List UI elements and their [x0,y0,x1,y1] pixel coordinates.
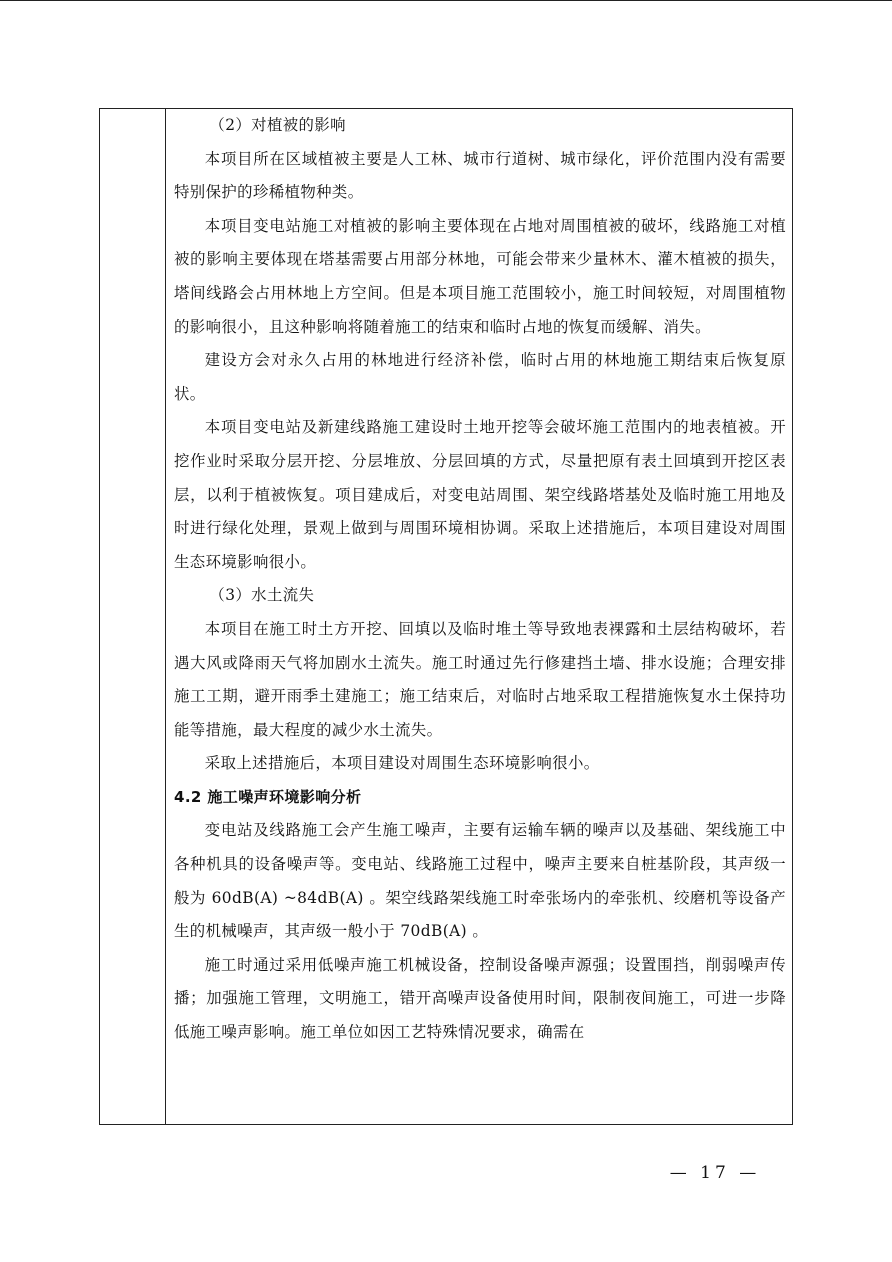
paragraph: 本项目变电站施工对植被的影响主要体现在占地对周围植被的破坏，线路施工对植被的影响主要体现在塔基需要占用部分林地，可能会带来少量林木、灌木植被的损失，塔间线路会占用林地上方空间。但是本项目施工范围较小，施工时间较短，对周围植物的影响很小，且这种影响将随着施工的结束和临时占地的恢复而缓解、消失。 [174,216,786,336]
paragraph: 施工时通过采用低噪声施工机械设备，控制设备噪声源强；设置围挡，削弱噪声传播；加强施工管理，文明施工，错开高噪声设备使用时间，限制夜间施工，可进一步降低施工噪声影响。施工单位如因工艺特殊情况要求，确需在 [174,955,786,1042]
paragraph: 本项目所在区域植被主要是人工林、城市行道树、城市绿化，评价范围内没有需要特别保护的珍稀植物种类。 [174,149,786,202]
paragraph: 建设方会对永久占用的林地进行经济补偿，临时占用的林地施工期结束后恢复原状。 [174,351,786,403]
subsection-title: （2）对植被的影响 [209,116,346,134]
paragraph: 本项目在施工时土方开挖、回填以及临时堆土等导致地表裸露和土层结构破坏，若遇大风或降雨天气将加剧水土流失。施工时通过先行修建挡土墙、排水设施；合理安排施工工期，避开雨季土建施工；施工结束后，对临时占地采取工程措施恢复水土保持功能等措施，最大程度的减少水土流失。 [174,619,786,739]
left-column [100,109,166,1124]
page-number: — 17 — [669,1163,761,1183]
section-heading: 4.2 施工噪声环境影响分析 [174,787,362,806]
paragraph: 变电站及线路施工会产生施工噪声，主要有运输车辆的噪声以及基础、架线施工中各种机具的设备噪声等。变电站、线路施工过程中，噪声主要来自桩基阶段，其声级一般为 60dB(A) ~84dB(A) 。架空线路架线施工时牵张场内的牵张机、绞磨机等设备产生的机械噪声，其声级一般小于 70dB(A) 。 [174,821,786,941]
subsection-title: （3）水土流失 [209,586,315,605]
paragraph: 采取上述措施后，本项目建设对周围生态环境影响很小。 [204,754,600,773]
table-frame [99,108,793,1125]
paragraph: 本项目变电站及新建线路施工建设时土地开挖等会破坏施工范围内的地表植被。开挖作业时采取分层开挖、分层堆放、分层回填的方式，尽量把原有表土回填到开挖区表层，以利于植被恢复。项目建成后，对变电站周围、架空线路塔基处及临时施工用地及时进行绿化处理，景观上做到与周围环境相协调。采取上述措施后，本项目建设对周围生态环境影响很小。 [174,418,786,571]
content-cell [174,109,786,1050]
top-rule [0,0,892,1]
